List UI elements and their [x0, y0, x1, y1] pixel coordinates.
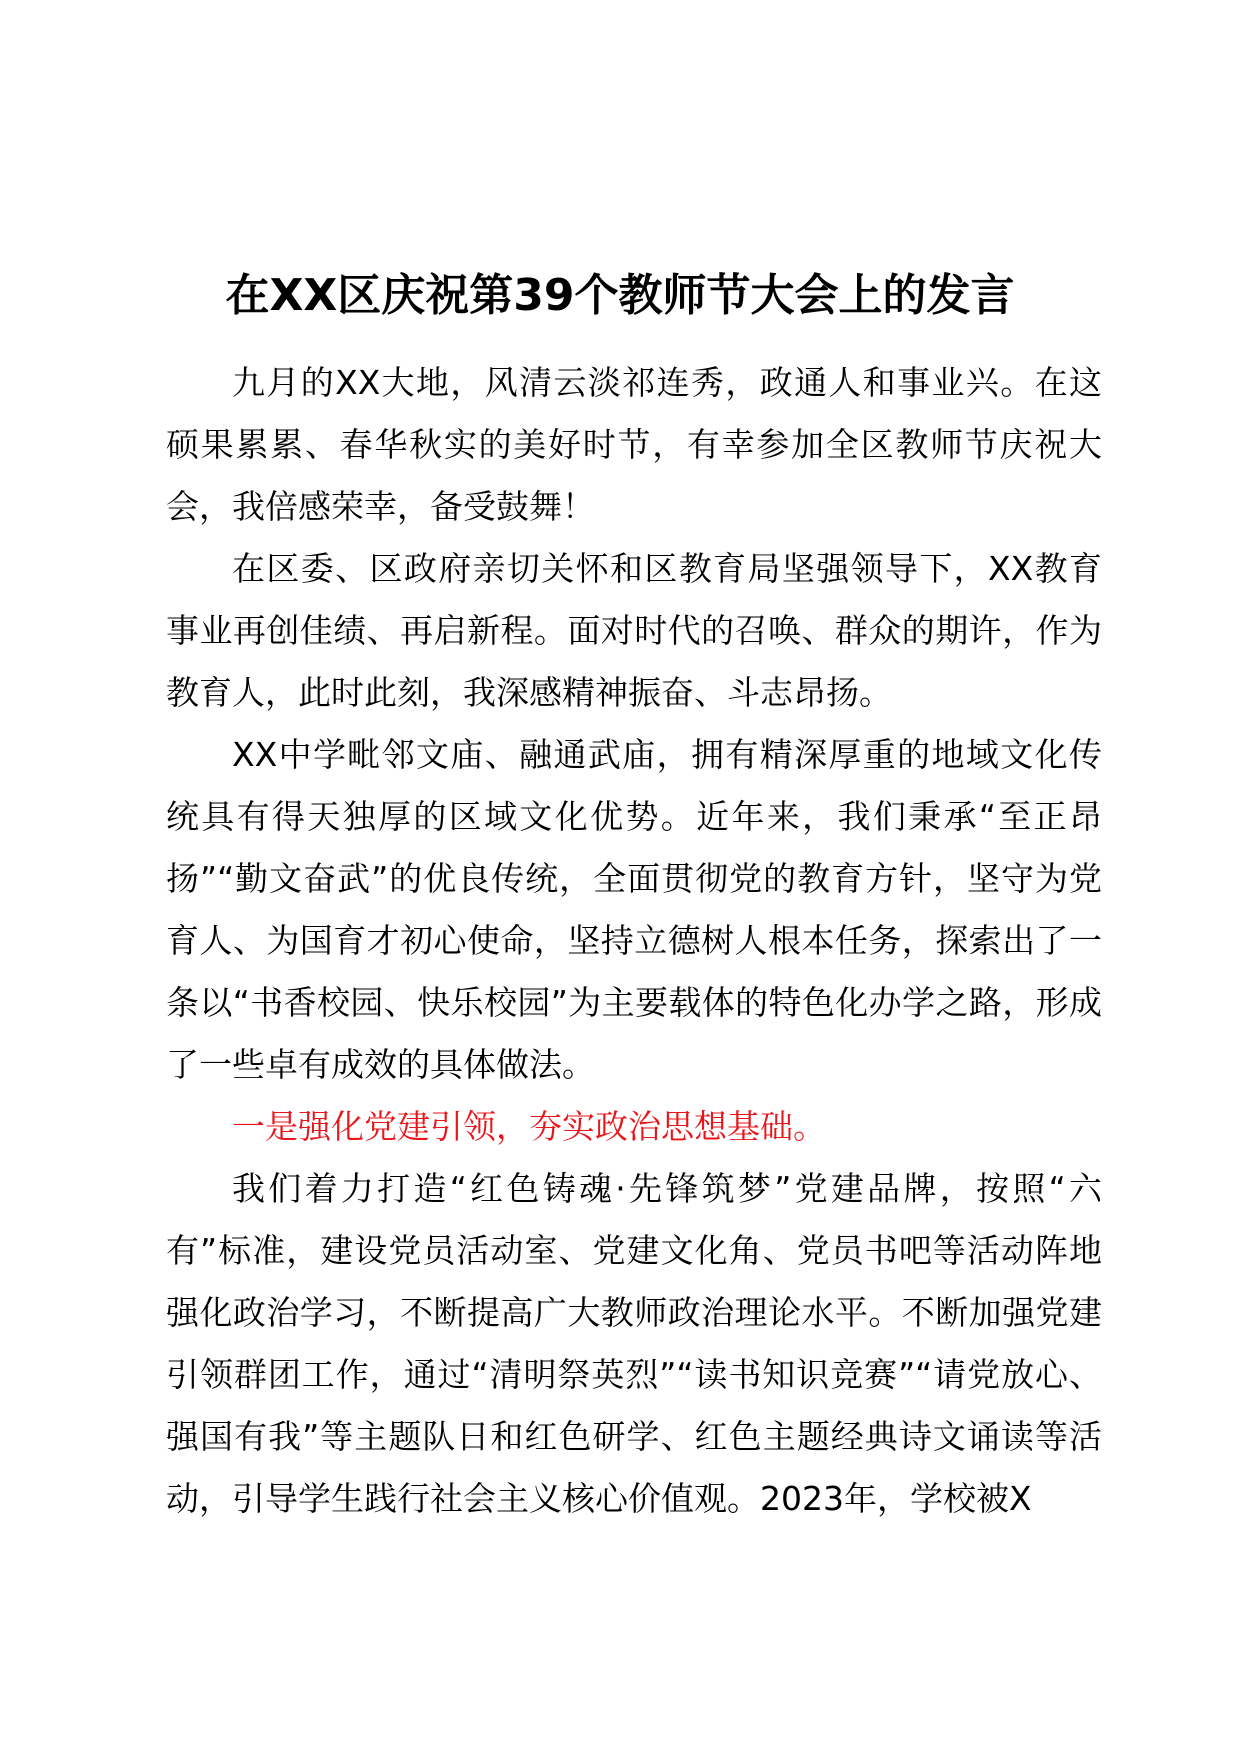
paragraph-school-intro: XX中学毗邻文庙、融通武庙，拥有精深厚重的地域文化传统具有得天独厚的区域文化优势。近年来，我们秉承“至正昂扬”“勤文奋武”的优良传统，全面贯彻党的教育方针，坚守为党育人、为国育才初心使命，坚持立德树人根本任务，探索出了一条以“书香校园、快乐校园”为主要载体的特色化办学之路，形成了一些卓有成效的具体做法。 [166, 735, 1102, 1084]
paragraph-party-building: 我们着力打造“红色铸魂·先锋筑梦”党建品牌，按照“六有”标准，建设党员活动室、党建文化角、党员书吧等活动阵地强化政治学习，不断提高广大教师政治理论水平。不断加强党建引领群团工作，通过“清明祭英烈”“读书知识竞赛”“请党放心、强国有我”等主题队日和红色研学、红色主题经典诗文诵读等活动，引导学生践行社会主义核心价值观。2023年，学校被X [166, 1169, 1102, 1518]
paragraph-opening: 九月的XX大地，风清云淡祁连秀，政通人和事业兴。在这硕果累累、春华秋实的美好时节，有幸参加全区教师节庆祝大会，我倍感荣幸，备受鼓舞！ [166, 363, 1102, 526]
document-title: 在XX区庆祝第39个教师节大会上的发言 [225, 270, 1015, 321]
document-body [166, 352, 1102, 1530]
paragraph-leadership: 在区委、区政府亲切关怀和区教育局坚强领导下，XX教育事业再创佳绩、再启新程。面对时代的召唤、群众的期许，作为教育人，此时此刻，我深感精神振奋、斗志昂扬。 [166, 549, 1102, 712]
section-heading-party-building: 一是强化党建引领，夯实政治思想基础。 [232, 1107, 826, 1146]
